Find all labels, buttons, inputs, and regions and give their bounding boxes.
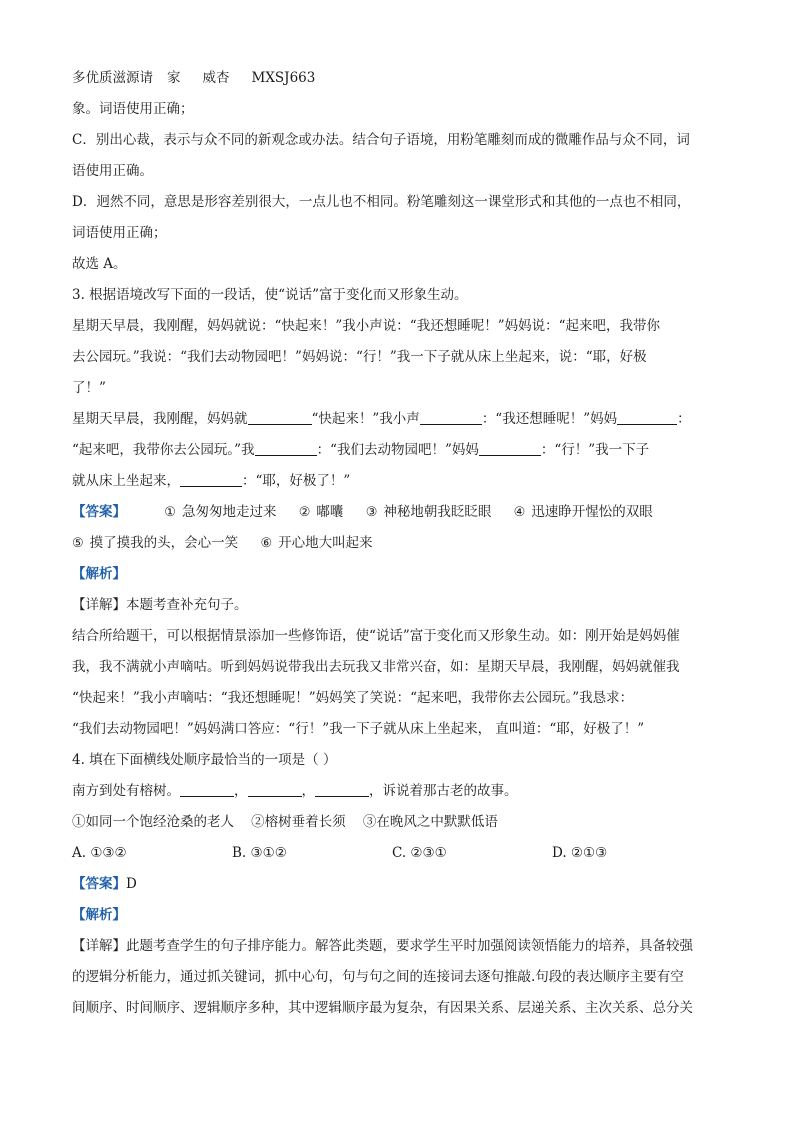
answer-item: ④ 迅速睁开惺忪的双眼	[513, 504, 653, 520]
answer-tag: 【答案】	[72, 876, 126, 892]
option-c-explanation: C．别出心裁，表示与众不同的新观念或办法。结合句子语境，用粉笔雕刻而成的微雕作品与众不同，词	[72, 132, 690, 148]
answer-item: ⑥ 开心地大叫起来	[260, 535, 373, 551]
fill-text: ：	[677, 411, 691, 427]
question-4-stem: 4. 填在下面横线处顺序最恰当的一项是（ ）	[72, 752, 337, 768]
fill-blank	[248, 410, 312, 425]
passage-line: 去公园玩。”我说：“我们去动物园吧！”妈妈说：“行！”我一下子就从床上坐起来，说：“耶，好极	[72, 349, 647, 365]
option-c[interactable]: C. ②③①	[392, 845, 447, 861]
analysis-line: “我们去动物园吧！”妈妈满口答应：“行！”我一下子就从床上坐起来， 直叫道：“耶，好极了！”	[72, 721, 645, 737]
fill-blank	[315, 782, 369, 797]
fill-text: “起来吧，我带你去公园玩。”我	[72, 442, 255, 458]
option-a[interactable]: A. ①③②	[72, 845, 127, 861]
fill-blank	[248, 782, 302, 797]
passage-line: 星期天早晨，我刚醒，妈妈就说：“快起来！”我小声说：“我还想睡呢！”妈妈说：“起来吧，我带你	[72, 318, 661, 334]
question-4-options	[72, 838, 724, 869]
option-d-explanation: D．迥然不同，意思是形容差别很大，一点儿也不相同。粉笔雕刻这一课堂形式和其他的一点也不相同，	[72, 194, 691, 210]
fill-blank	[479, 441, 541, 456]
detail-text: 此题考查学生的句子排序能力。解答此类题，要求学生平时加强阅读领悟能力的培养，具备较强	[126, 938, 693, 954]
fill-text: 星期天早晨，我刚醒，妈妈就	[72, 411, 248, 427]
answer-value: D	[126, 876, 137, 892]
fill-blank	[255, 441, 317, 456]
sentence-text: 南方到处有榕树。	[72, 783, 180, 799]
header-text-2: 家	[167, 70, 181, 86]
answer-line	[72, 869, 724, 900]
text-line: 象。词语使用正确；	[72, 101, 194, 117]
analysis-line: 结合所给题干，可以根据情景添加一些修饰语，使“说话”富于变化而又形象生动。如：刚开始是妈妈催	[72, 628, 680, 644]
header-code: MXSJ663	[251, 70, 316, 86]
detail-tag: 【详解】	[72, 597, 126, 613]
option-b[interactable]: B. ③①②	[232, 845, 287, 861]
answer-line	[72, 497, 724, 528]
analysis-tag: 【解析】	[72, 907, 126, 923]
fill-text: ：“我们去动物园吧！”妈妈	[316, 442, 479, 458]
fill-blank	[180, 472, 242, 487]
analysis-line: 的逻辑分析能力，通过抓关键词，抓中心句，句与句之间的连接词去逐句推敲.句段的表达顺序主要有空	[72, 969, 684, 985]
fill-line-2	[72, 435, 724, 466]
passage-line: 了！”	[72, 380, 106, 396]
fill-text: ：“耶，好极了！”	[242, 473, 351, 489]
detail-line	[72, 590, 724, 621]
analysis-line: 间顺序、时间顺序、逻辑顺序多种，其中逻辑顺序最为复杂，有因果关系、层递关系、主次关系、总分关	[72, 1000, 693, 1016]
question-4-items: ①如同一个饱经沧桑的老人 ②榕树垂着长须 ③在晚风之中默默低语	[72, 814, 498, 830]
detail-text: 本题考查补充句子。	[126, 597, 248, 613]
choice-conclusion: 故选 A。	[72, 256, 127, 272]
answer-tag: 【答案】	[72, 504, 126, 520]
text-line: 词语使用正确；	[72, 225, 167, 241]
option-d[interactable]: D. ②①③	[552, 845, 608, 861]
fill-text: ：“我还想睡呢！”妈妈	[481, 411, 618, 427]
fill-blank	[180, 782, 234, 797]
analysis-line: 我，我不满就小声嘀咕。听到妈妈说带我出去玩我又非常兴奋，如：星期天早晨，我刚醒，妈妈就催我	[72, 659, 680, 675]
page-header	[72, 63, 724, 94]
answer-item: ① 急匆匆地走过来	[164, 504, 277, 520]
fill-blank	[420, 410, 482, 425]
question-3-stem: 3. 根据语境改写下面的一段话，使“说话”富于变化而又形象生动。	[72, 287, 468, 303]
detail-tag: 【详解】	[72, 938, 126, 954]
question-4-sentence: 南方到处有榕树。 ， ， ，诉说着那古老的故事。	[72, 783, 518, 799]
header-text-1: 多优质滋源请	[72, 70, 153, 86]
answer-item: ⑤ 摸了摸我的头，会心一笑	[72, 535, 239, 551]
fill-text: 就从床上坐起来，	[72, 473, 180, 489]
document-page	[72, 63, 724, 1024]
header-text-3: 威杏	[202, 70, 230, 86]
fill-line-3	[72, 466, 724, 497]
answer-line	[72, 528, 724, 559]
fill-text: “快起来！”我小声	[311, 411, 420, 427]
text-line: 语使用正确。	[72, 163, 153, 179]
answer-item: ③ 神秘地朝我眨眨眼	[365, 504, 492, 520]
analysis-tag: 【解析】	[72, 566, 126, 582]
answer-item: ② 嘟囔	[298, 504, 344, 520]
fill-blank	[617, 410, 677, 425]
detail-line	[72, 931, 724, 962]
sentence-text: ，诉说着那古老的故事。	[369, 783, 518, 799]
fill-text: ：“行！”我一下子	[540, 442, 650, 458]
analysis-line: “快起来！”我小声嘀咕：“我还想睡呢！”妈妈笑了笑说：“起来吧，我带你去公园玩。”我恳求：	[72, 690, 634, 706]
fill-line-1	[72, 404, 724, 435]
